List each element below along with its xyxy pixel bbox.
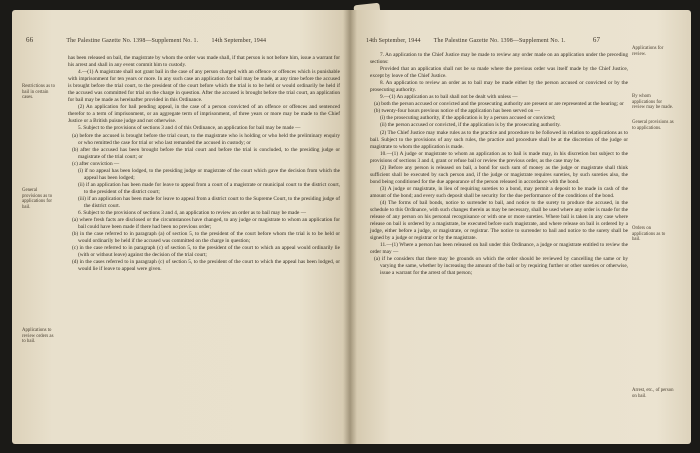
margin-note-review-orders: Applications to review orders as to bail. bbox=[22, 328, 54, 345]
paragraph: (2) An application for bail pending appeal, in the case of a person convicted of an offence or offences and sentenced therefor to a term of imprisonment, or an aggregate term of imprisonment, of three years or more may be made to the Chief Justice or a British puisne judge and not otherwise. bbox=[68, 104, 340, 125]
left-page-body bbox=[68, 55, 340, 273]
paragraph: (ii) the person accused or convicted, if the application is by the prosecuting authority. bbox=[380, 122, 561, 129]
margin-note-general-provisions: General provisions as to applications for bail. bbox=[22, 188, 53, 210]
margin-note-by-whom: By whom applications for review may be made. bbox=[632, 94, 674, 111]
paragraph: 11.—(1) Where a person has been released on bail under this Ordinance, a judge or magistrate entitled to review the order may — bbox=[370, 242, 628, 256]
margin-note-applications-review: Applications for review. bbox=[632, 46, 664, 57]
paragraph: (c) in the case referred to in paragraph (c) of section 5, to the president of the court to which an appeal would ordinarily lie (with or without leave) against the decision of the trial court; bbox=[72, 245, 340, 259]
paragraph: 10.—(1) A judge or magistrate to whom an application as to bail is made may, in his discretion but subject to the provisions of sections 3 and 4, grant or refuse bail or review the previous order, as the case may be. bbox=[370, 150, 628, 164]
left-header-title: The Palestine Gazette No. 1398—Supplement No. 1. bbox=[66, 38, 199, 44]
paragraph: 6. Subject to the provisions of sections 3 and 4, an application to review an order as to bail may be made — bbox=[78, 210, 307, 217]
paragraph: 8. An application to review an order as to bail may be made either by the person accused or convicted or by the prosecuting authority. bbox=[370, 80, 628, 94]
right-header bbox=[366, 36, 600, 44]
paragraph: (b) after the accused has been brought before the trial court and before the trial is concluded, to the presiding judge or magistrate of the trial court; or bbox=[72, 146, 340, 160]
margin-note-orders-bail: Orders on applications as to bail. bbox=[632, 226, 666, 243]
paragraph: (a) where fresh facts are disclosed or the circumstances have changed, to any judge or magistrate to whom an application for bail could have been made if there had been no previous order; bbox=[72, 217, 340, 231]
paragraph: (2) Before any person is released on bail, a bond for such sum of money as the judge or magistrate shall think sufficient shall be executed by such person and, if the judge or magistrate requires sureties, by such sureties also, the bond being conditioned for the due appearance of the person released in accordance with the bond. bbox=[370, 164, 628, 185]
margin-note-general-applications: General provisions as to applications. bbox=[632, 120, 674, 131]
right-page bbox=[350, 10, 691, 444]
right-header-title: The Palestine Gazette No. 1398—Supplement No. 1. bbox=[433, 38, 566, 44]
left-header-date: 14th September, 1944 bbox=[211, 38, 267, 44]
paragraph: 5. Subject to the provisions of sections 3 and 4 of this Ordinance, an application for bail may be made — bbox=[78, 125, 301, 132]
paragraph: (b) twenty-four hours previous notice of the application has been served on — bbox=[374, 108, 540, 115]
paragraph: (ii) if an application has been made for leave to appeal from a court of a magistrate or municipal court to the district court, to the president of the district court; bbox=[78, 181, 340, 195]
paragraph: (a) before the accused is brought before the trial court, to the magistrate who is holding or who held the preliminary enquiry or who remitted the case for trial or who last remanded the accused in custody; or bbox=[72, 132, 340, 146]
paragraph: Provided that an application shall not be so made where the previous order was itself made by the Chief Justice, except by leave of the Chief Justice. bbox=[370, 66, 628, 80]
paragraph: has been released on bail, the magistrate by whom the order was made shall, if that person is not before him, issue a warrant for his arrest and shall in any event commit him to custody. bbox=[68, 55, 340, 69]
paragraph: (a) both the person accused or convicted and the prosecuting authority are present or are represented at the hearing; or bbox=[374, 101, 624, 108]
paragraph: (d) in the cases referred to in paragraph (c) of section 5, to the president of the court to which the appeal has been lodged, or would lie if leave to appeal were given. bbox=[72, 259, 340, 273]
left-page-number: 66 bbox=[26, 36, 34, 44]
paragraph: 4.—(1) A magistrate shall not grant bail in the case of any person charged with an offence or offences which is punishable with imprisonment for ten years or more. In any such case an application for bail may be made, at any time before the accused is brought before the trial court, to the president of the court before which the trial is to be held or would ordinarily be held if the accused was committed for trial on the charge in question. After the accused is brought before the trial court, an application for bail may be made as hereinafter provided in this Ordinance. bbox=[68, 69, 340, 104]
paragraph: (i) the prosecuting authority, if the application is by a person accused or convicted; bbox=[380, 115, 556, 122]
margin-note-arrest: Arrest, etc., of person on bail. bbox=[632, 388, 674, 399]
book-gutter bbox=[343, 10, 357, 444]
left-header bbox=[26, 36, 266, 44]
paragraph: (c) after conviction — bbox=[72, 160, 120, 167]
right-header-date: 14th September, 1944 bbox=[366, 38, 421, 44]
paragraph: 7. An application to the Chief Justice may be made to review any order made on an application under the preceding sections: bbox=[370, 52, 628, 66]
paragraph: (iii) if an application has been made for leave to appeal from a district court to the Supreme Court, to the presiding judge of the district court. bbox=[78, 195, 340, 209]
paragraph: (b) in the case referred to in paragraph (a) of section 5, to the president of the court before whom the trial is to be held or would ordinarily be held if the accused was committed on the charge in question; bbox=[72, 231, 340, 245]
paragraph: (3) A judge or magistrate, in lieu of requiring sureties to a bond, may permit a deposit to be made in cash of the amount of the bond; and every such deposit shall be security for the due performance of the conditions of the bond. bbox=[370, 185, 628, 199]
paragraph: (4) The forms of bail bonds, notice to surrender to bail, and notice to the surety to produce the accused, in the schedule to this Ordinance, with such changes therein as may be necessary, shall be used where any order is made for the release of any person on his personal recognisance or with one or more sureties. Where bail is taken in any case where release on bail is ordered by a magistrate, be executed before such magistrate, and where release on bail is ordered by a judge, either before a judge, or magistrate, or registrar. The notice to surrender to bail and notice to the surety shall be signed by a judge or registrar or by the magistrate. bbox=[370, 199, 628, 242]
right-page-number: 67 bbox=[592, 36, 601, 44]
right-page-body bbox=[370, 52, 628, 278]
left-page bbox=[12, 10, 350, 444]
paragraph: (i) if no appeal has been lodged, to the presiding judge or magistrate of the court which gave the decision from which the appeal has been lodged; bbox=[78, 167, 340, 181]
paragraph: 9.—(1) An application as to bail shall not be dealt with unless — bbox=[380, 94, 518, 101]
paragraph: (2) The Chief Justice may make rules as to the practice and procedure to be followed in relation to applications as to bail. Subject to the provisions of any such rules, the practice and procedure shall be at the discretion of the judge or magistrate to whom the application is made. bbox=[370, 129, 628, 150]
margin-note-restrictions: Restrictions as to bail in certain cases. bbox=[22, 84, 56, 101]
paragraph: (a) if he considers that there may be grounds on which the order should be reviewed by cancelling the same or by varying the same, whether by increasing the amount of the bail or by requiring further or other sureties or otherwise, issue a warrant for the arrest of that person; bbox=[374, 256, 628, 277]
